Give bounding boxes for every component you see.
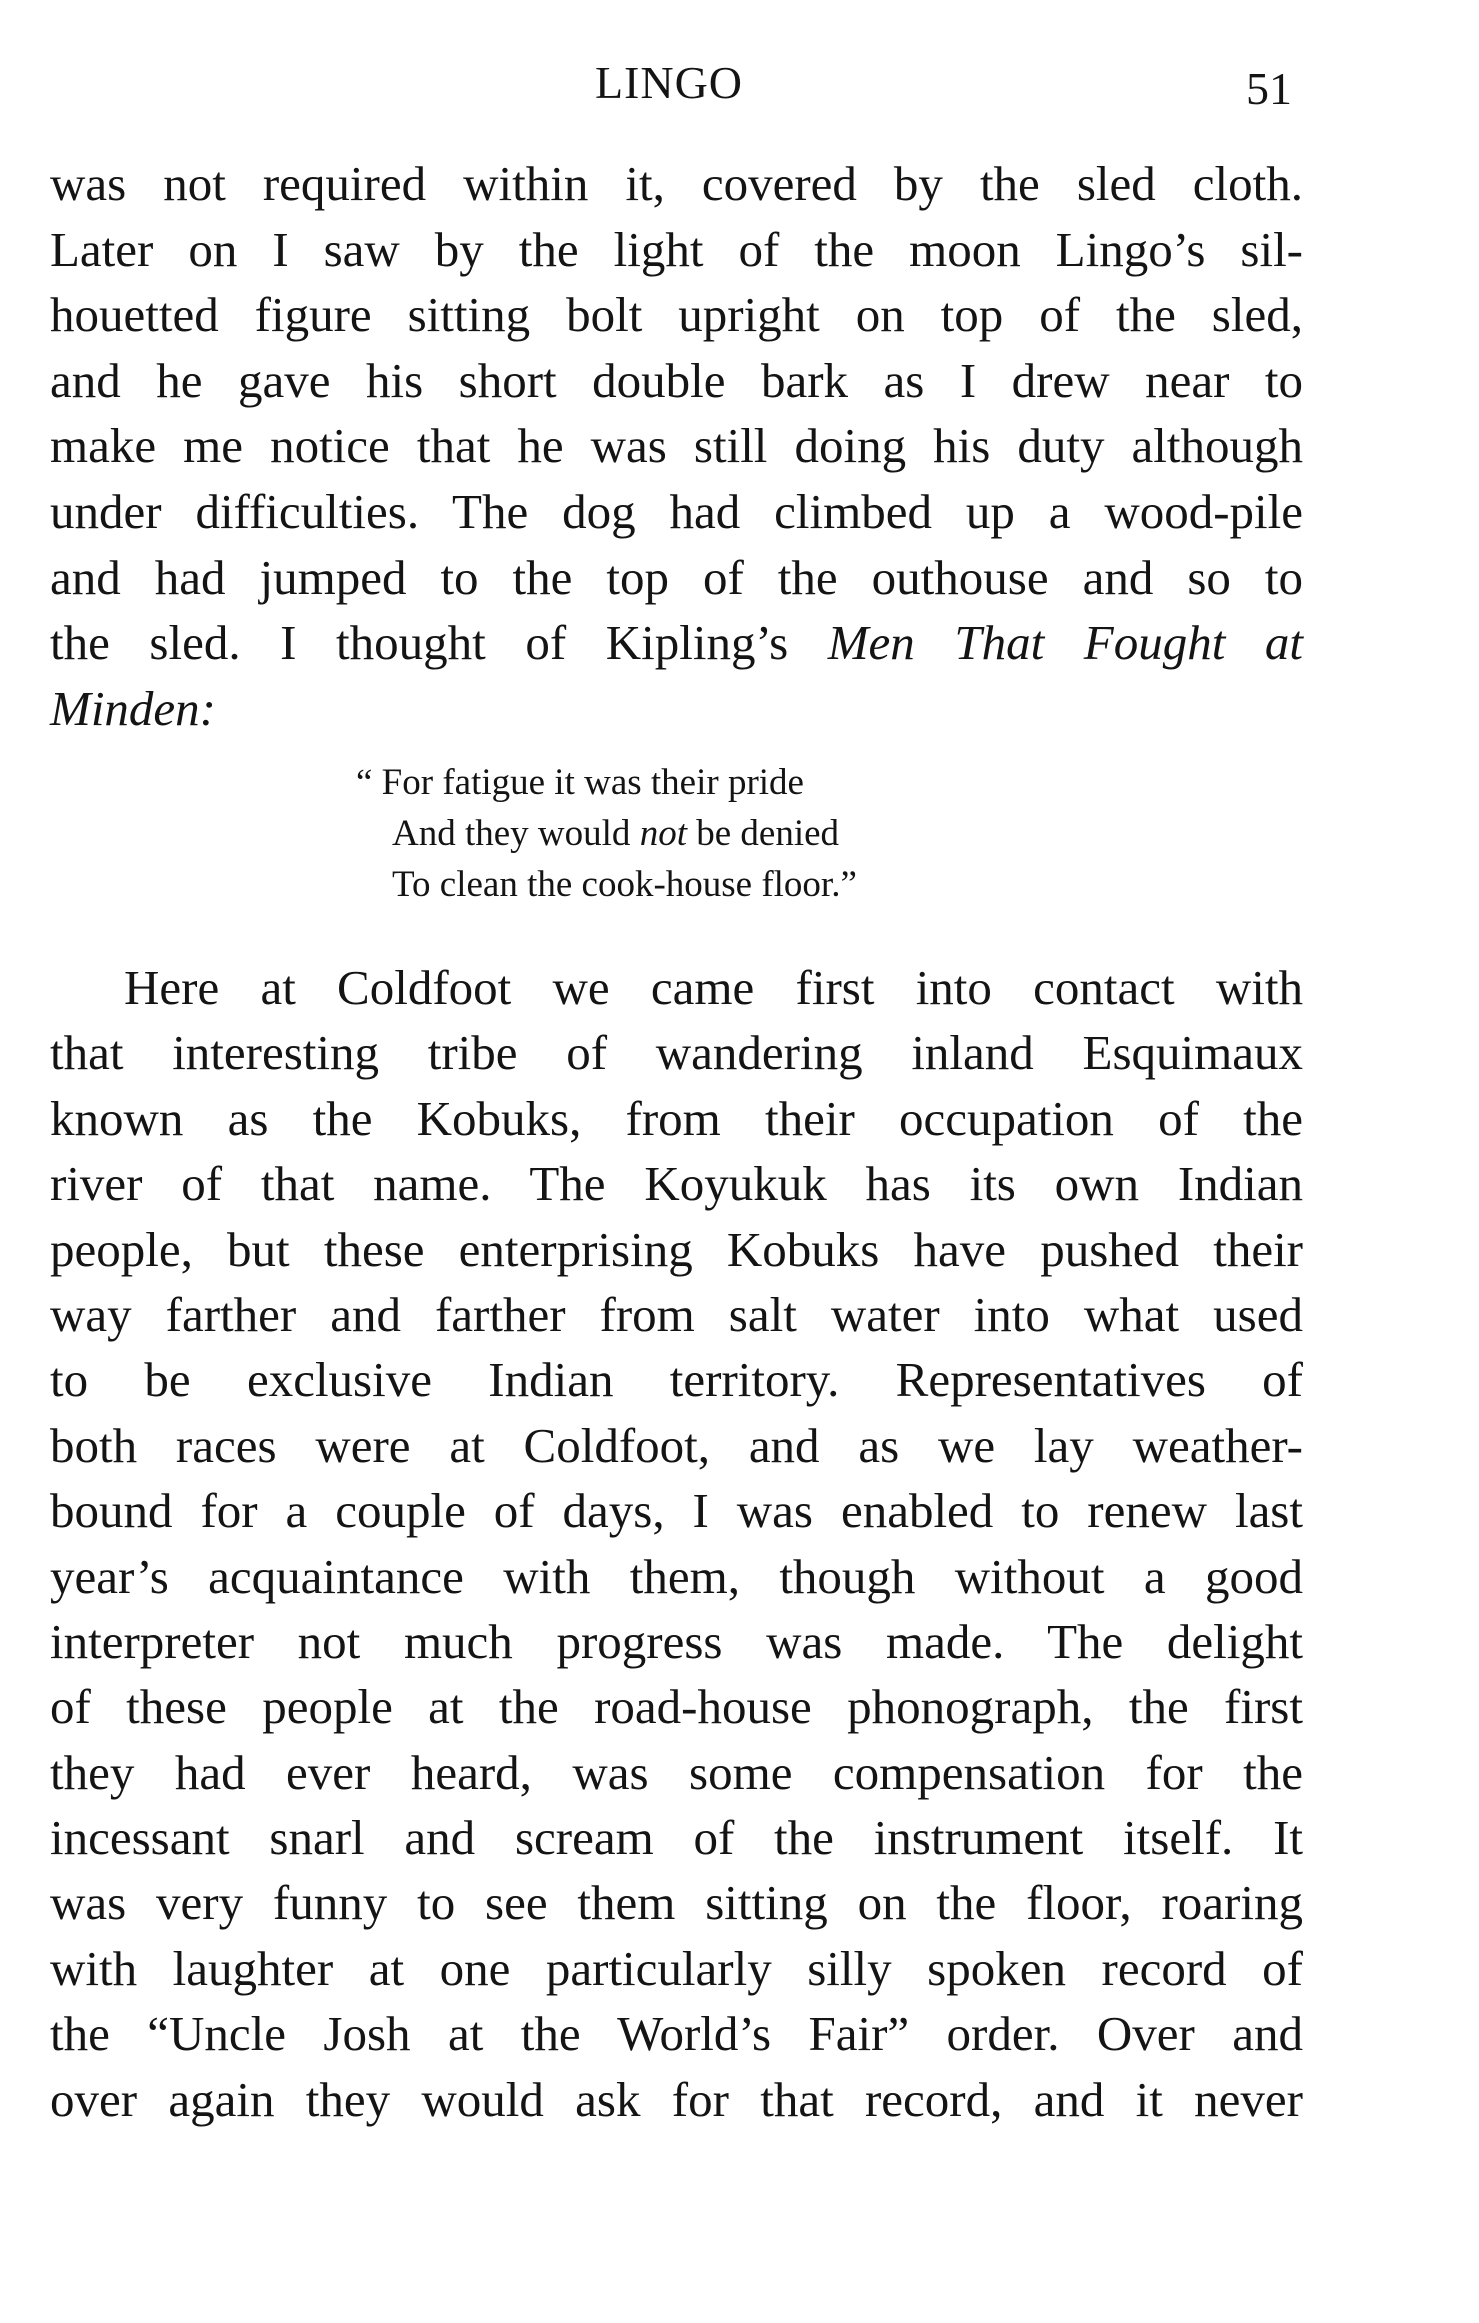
running-title: LINGO — [594, 57, 744, 108]
text-line: way farther and farther from salt water into what used — [50, 1286, 1303, 1342]
text-roman: the sled. I thought of Kipling’s — [50, 615, 828, 671]
text-line: over again they would ask for that record, and it never — [50, 2071, 1303, 2127]
text-line: and he gave his short double bark as I drew near to — [50, 352, 1303, 408]
text-line: with laughter at one particularly silly spoken record of — [50, 1940, 1303, 1996]
text-line: and had jumped to the top of the outhouse and so to — [50, 549, 1303, 605]
text-line: both races were at Coldfoot, and as we lay weather- — [50, 1417, 1303, 1473]
text-line: bound for a couple of days, I was enabled to renew last — [50, 1483, 1303, 1539]
text-line: Later on I saw by the light of the moon Lingo’s sil- — [50, 221, 1303, 277]
text-line: of these people at the road-house phonograph, the first — [50, 1679, 1303, 1735]
text-line: incessant snarl and scream of the instrument itself. It — [50, 1810, 1303, 1866]
text-line-title-end — [50, 676, 1303, 742]
paragraph-1 — [50, 151, 1303, 741]
text-line: was not required within it, covered by the sled cloth. — [50, 156, 1303, 211]
text-line: interpreter not much progress was made. The delight — [50, 1613, 1303, 1669]
poem-title-italic-end: Minden: — [50, 680, 216, 736]
text-line-with-title — [50, 610, 1303, 676]
text-line: was very funny to see them sitting on the floor, roaring — [50, 1875, 1303, 1931]
text-line: people, but these enterprising Kobuks have pushed their — [50, 1221, 1303, 1277]
text-line: make me notice that he was still doing his duty although — [50, 418, 1303, 474]
text-line: houetted figure sitting bolt upright on top of the sled, — [50, 287, 1303, 343]
paragraph-2 — [50, 955, 1303, 2132]
page-number: 51 — [1246, 63, 1292, 114]
running-head — [0, 56, 1479, 116]
text-line: known as the Kobuks, from their occupation of the — [50, 1090, 1303, 1146]
poem-title-italic: Men That Fought at — [827, 615, 1303, 671]
text-line: the “Uncle Josh at the World’s Fair” order. Over and — [50, 2006, 1303, 2062]
verse-line-2 — [356, 808, 1056, 859]
verse-line-3: To clean the cook-house floor.” — [392, 864, 857, 905]
text-line: river of that name. The Koyukuk has its own Indian — [50, 1156, 1303, 1212]
text-line: they had ever heard, was some compensation for the — [50, 1744, 1303, 1800]
text-line: that interesting tribe of wandering inland Esquimaux — [50, 1025, 1303, 1081]
verse-text: And they would — [392, 813, 640, 854]
text-line: under difficulties. The dog had climbed up a wood-pile — [50, 483, 1303, 539]
verse-emphasis: not — [639, 813, 687, 854]
verse-line-1: “ For fatigue it was their pride — [356, 762, 804, 803]
verse-quotation — [356, 757, 1056, 910]
text-line: year’s acquaintance with them, though without a good — [50, 1548, 1303, 1604]
text-line-first: Here at Coldfoot we came first into contact with — [124, 960, 1303, 1015]
verse-text: be denied — [686, 813, 840, 854]
text-line: to be exclusive Indian territory. Representatives of — [50, 1352, 1303, 1408]
